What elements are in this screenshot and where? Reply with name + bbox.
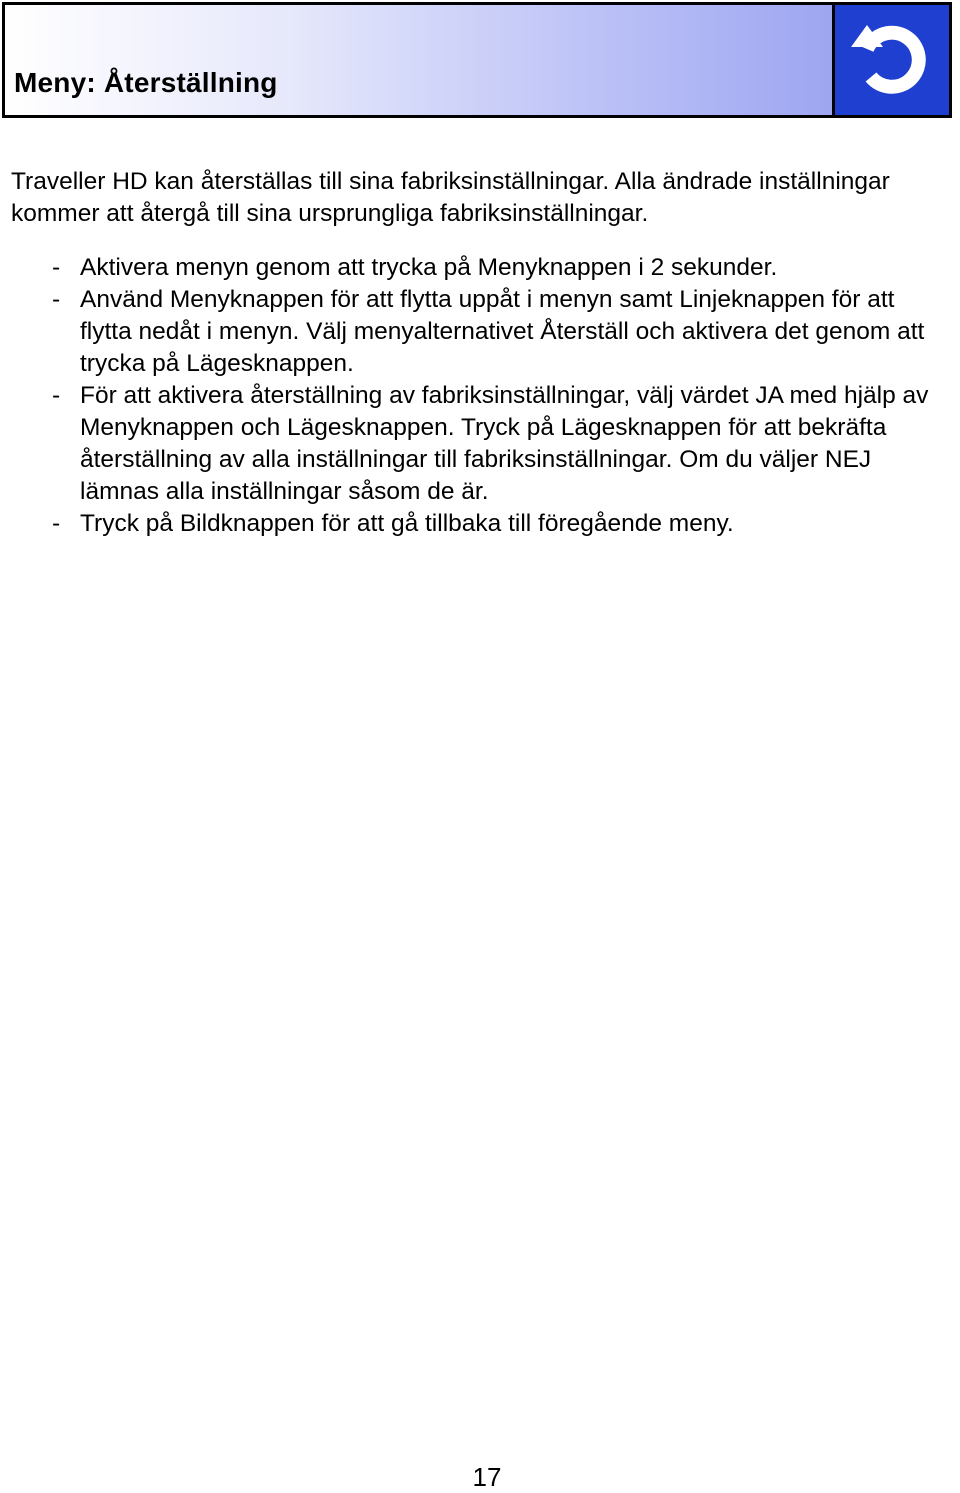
bullet-dash: - (52, 254, 61, 281)
intro-paragraph: Traveller HD kan återställas till sina fabriksinställningar. Alla ändrade inställningar kommer att återgå till sina ursprungliga fabriksinställningar. (11, 168, 890, 227)
page-title: Meny: Återställning (14, 67, 278, 98)
list-item (0, 380, 952, 508)
step-text: Aktivera menyn genom att trycka på Menyknappen i 2 sekunder. (80, 254, 778, 281)
list-item (0, 284, 952, 380)
bullet-dash: - (52, 382, 61, 409)
bullet-dash: - (52, 510, 61, 537)
step-text: Tryck på Bildknappen för att gå tillbaka till föregående meny. (80, 510, 734, 537)
list-item (0, 508, 952, 540)
reset-icon-box (832, 5, 949, 115)
reset-arrow-icon (847, 13, 937, 103)
section-header (2, 2, 952, 118)
step-text: För att aktivera återställning av fabriksinställningar, välj värdet JA med hjälp av Menyknappen och Lägesknappen. Tryck på Lägesknappen för att bekräfta återställning av alla inställningar till fabriksinställningar. Om du väljer NEJ lämnas alla inställningar såsom de är. (80, 382, 929, 505)
bullet-dash: - (52, 286, 61, 313)
list-item (0, 252, 952, 284)
page-number: 17 (472, 1462, 502, 1492)
instruction-list (0, 252, 952, 540)
step-text: Använd Menyknappen för att flytta uppåt i menyn samt Linjeknappen för att flytta nedåt i menyn. Välj menyalternativet Återställ och aktivera det genom att trycka på Lägesknappen. (80, 286, 925, 377)
